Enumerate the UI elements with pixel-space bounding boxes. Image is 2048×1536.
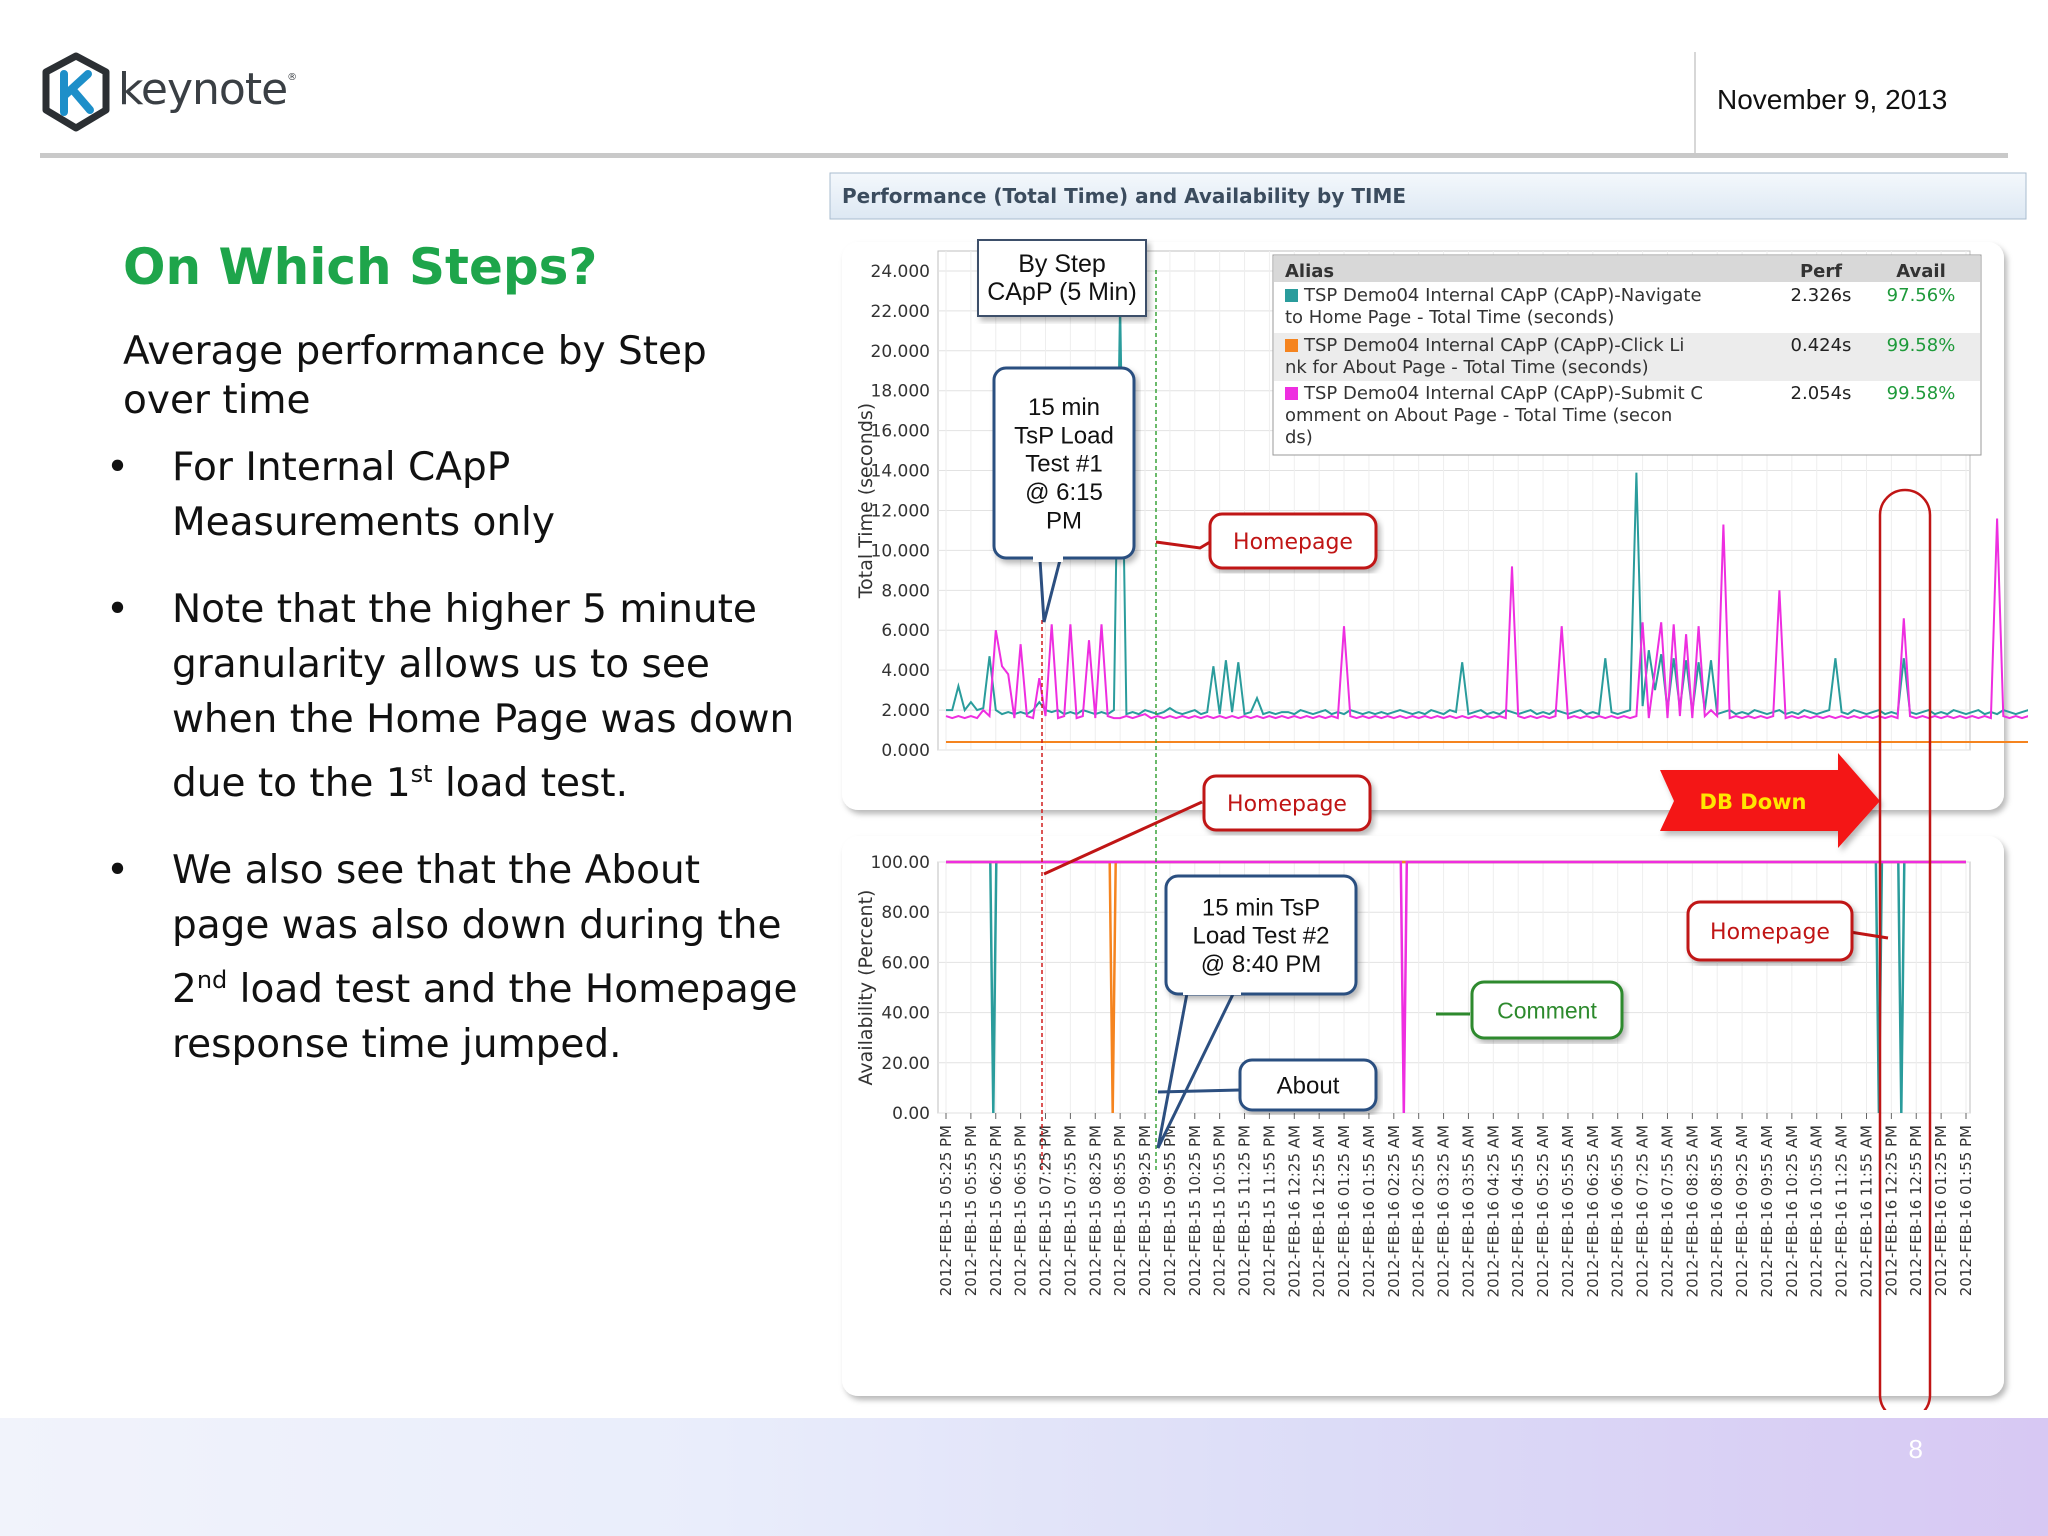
x-tick-label: 2012-FEB-15 08:25 PM bbox=[1086, 1125, 1105, 1297]
perf-y-tick-label: 6.000 bbox=[881, 621, 930, 642]
load-test-2-callout-text: @ 8:40 PM bbox=[1200, 950, 1322, 978]
legend-header-bg bbox=[1274, 256, 1980, 282]
x-tick-label: 2012-FEB-15 09:55 PM bbox=[1160, 1125, 1179, 1297]
load-test-1-callout bbox=[994, 368, 1134, 558]
load-test-2-callout-text: Load Test #2 bbox=[1192, 922, 1330, 950]
header-divider bbox=[1694, 52, 1696, 154]
x-tick-label: 2012-FEB-15 10:25 PM bbox=[1185, 1125, 1204, 1297]
x-tick-label: 2012-FEB-16 01:25 AM bbox=[1335, 1125, 1354, 1298]
x-tick-label: 2012-FEB-16 06:55 AM bbox=[1608, 1125, 1627, 1298]
x-tick-label: 2012-FEB-16 12:55 AM bbox=[1310, 1125, 1329, 1298]
x-tick-label: 2012-FEB-16 07:55 AM bbox=[1658, 1125, 1677, 1298]
x-tick-label: 2012-FEB-16 01:55 AM bbox=[1359, 1125, 1378, 1298]
avail-y-tick-label: 100.00 bbox=[870, 853, 930, 873]
load-test-1-callout-text: TsP Load bbox=[1014, 422, 1114, 450]
x-tick-label: 2012-FEB-16 11:25 AM bbox=[1832, 1125, 1851, 1298]
legend-header-alias: Alias bbox=[1285, 261, 1335, 282]
by-step-label bbox=[978, 240, 1146, 316]
x-tick-label: 2012-FEB-16 07:25 AM bbox=[1633, 1125, 1652, 1298]
legend-avail-value: 97.56% bbox=[1886, 285, 1956, 306]
homepage-mid-callout bbox=[1204, 776, 1370, 830]
perf-y-axis-label: Total Time (seconds) bbox=[855, 402, 877, 599]
legend-swatch bbox=[1285, 387, 1298, 400]
perf-y-tick-label: 16.000 bbox=[870, 421, 930, 442]
homepage-right-callout bbox=[1688, 902, 1852, 960]
x-tick-label: 2012-FEB-16 08:25 AM bbox=[1683, 1125, 1702, 1298]
slide-footer bbox=[0, 1418, 2048, 1536]
x-tick-label: 2012-FEB-15 05:55 PM bbox=[961, 1125, 980, 1297]
x-tick-label: 2012-FEB-15 07:55 PM bbox=[1061, 1125, 1080, 1297]
load-test-1-callout-text: Test #1 bbox=[1025, 450, 1103, 478]
legend-alias-text: TSP Demo04 Internal CApP (CApP)-Navigate bbox=[1304, 285, 1702, 306]
x-tick-label: 2012-FEB-15 07:25 PM bbox=[1036, 1125, 1055, 1297]
x-tick-label: 2012-FEB-16 05:55 AM bbox=[1558, 1125, 1577, 1298]
x-tick-label: 2012-FEB-16 01:55 PM bbox=[1957, 1125, 1975, 1297]
perf-y-tick-label: 12.000 bbox=[870, 501, 930, 522]
page-number: 8 bbox=[1908, 1434, 1923, 1464]
legend-box bbox=[1273, 255, 1981, 455]
x-tick-label: 2012-FEB-16 03:25 AM bbox=[1434, 1125, 1453, 1298]
x-tick-label: 2012-FEB-16 02:55 AM bbox=[1409, 1125, 1428, 1298]
bullet-item: • For Internal CApP Measurements only bbox=[106, 445, 555, 545]
avail-y-axis-label: Availability (Percent) bbox=[855, 889, 877, 1086]
legend-alias-text: ds) bbox=[1285, 427, 1313, 448]
homepage-mid-callout-text: Homepage bbox=[1227, 791, 1347, 817]
load-test-2-callout-text: 15 min TsP bbox=[1201, 894, 1321, 922]
perf-y-tick-label: 4.000 bbox=[881, 661, 930, 682]
performance-availability-chart bbox=[828, 170, 2028, 1410]
legend-alias-text: nk for About Page - Total Time (seconds) bbox=[1285, 357, 1649, 378]
slide-lead: Average performance by Step over time bbox=[123, 329, 707, 423]
comment-callout bbox=[1472, 982, 1622, 1038]
x-tick-label: 2012-FEB-16 06:25 AM bbox=[1583, 1125, 1602, 1298]
perf-y-tick-label: 20.000 bbox=[870, 341, 930, 362]
x-tick-label: 2012-FEB-15 06:55 PM bbox=[1011, 1125, 1030, 1297]
legend-alias-text: to Home Page - Total Time (seconds) bbox=[1285, 307, 1615, 328]
about-callout-text: About bbox=[1276, 1072, 1340, 1100]
load-test-2-callout bbox=[1166, 876, 1356, 994]
perf-y-tick-label: 8.000 bbox=[881, 581, 930, 602]
x-tick-label: 2012-FEB-16 05:25 AM bbox=[1534, 1125, 1553, 1298]
load-test-1-callout-text: 15 min bbox=[1027, 394, 1101, 421]
load-test-1-callout-text: PM bbox=[1046, 507, 1082, 535]
x-tick-label: 2012-FEB-15 10:55 PM bbox=[1210, 1125, 1229, 1297]
load-test-2-pointer-mask bbox=[1183, 985, 1241, 995]
db-down-label: DB Down bbox=[1699, 790, 1807, 814]
brand-logo bbox=[40, 52, 297, 132]
x-tick-label: 2012-FEB-16 04:25 AM bbox=[1484, 1125, 1503, 1298]
bullet-list bbox=[100, 440, 800, 1104]
load-test-1-callout-text: @ 6:15 bbox=[1025, 478, 1103, 506]
x-tick-label: 2012-FEB-16 11:55 AM bbox=[1857, 1125, 1876, 1298]
perf-y-tick-label: 10.000 bbox=[870, 541, 930, 562]
homepage-right-callout-text: Homepage bbox=[1710, 919, 1830, 945]
legend-alias-text: omment on About Page - Total Time (secon bbox=[1285, 405, 1673, 426]
chart-title: Performance (Total Time) and Availability by TIME bbox=[842, 184, 1407, 208]
legend-header-perf: Perf bbox=[1799, 261, 1843, 282]
by-step-text: By Step bbox=[1018, 250, 1106, 278]
bullet-item: • We also see that the About page was also down during the 2nd load test and the Homepage response time jumped. bbox=[106, 848, 798, 1067]
about-leader bbox=[1158, 1090, 1240, 1092]
legend-alias-text: TSP Demo04 Internal CApP (CApP)-Click Li bbox=[1304, 335, 1685, 356]
x-tick-label: 2012-FEB-16 09:55 AM bbox=[1757, 1125, 1776, 1298]
about-callout bbox=[1240, 1060, 1376, 1110]
brand-name: keynote® bbox=[118, 64, 297, 115]
perf-y-tick-label: 18.000 bbox=[870, 381, 930, 402]
bullet-item: • Note that the higher 5 minute granularity allows us to see when the Home Page was down due to the 1st load test. bbox=[106, 587, 795, 806]
keynote-logo-icon bbox=[40, 52, 112, 132]
avail-y-tick-label: 60.00 bbox=[881, 953, 930, 974]
legend-perf-value: 2.054s bbox=[1790, 383, 1852, 404]
x-tick-label: 2012-FEB-15 11:25 PM bbox=[1235, 1125, 1254, 1297]
legend-perf-value: 0.424s bbox=[1790, 335, 1852, 356]
x-tick-label: 2012-FEB-16 10:25 AM bbox=[1782, 1125, 1801, 1298]
homepage-top-callout bbox=[1210, 514, 1376, 568]
load-test-1-pointer-mask bbox=[1033, 554, 1063, 562]
header-rule bbox=[40, 153, 2008, 158]
comment-callout-text: Comment bbox=[1497, 997, 1597, 1024]
x-tick-label: 2012-FEB-16 01:25 PM bbox=[1932, 1125, 1951, 1297]
homepage-top-callout-text: Homepage bbox=[1233, 529, 1353, 555]
avail-y-tick-label: 40.00 bbox=[881, 1003, 930, 1024]
slide-title: On Which Steps? bbox=[123, 238, 598, 296]
x-tick-label: 2012-FEB-16 12:25 PM bbox=[1882, 1125, 1901, 1297]
x-tick-label: 2012-FEB-15 09:25 PM bbox=[1136, 1125, 1155, 1297]
legend-avail-value: 99.58% bbox=[1886, 383, 1956, 404]
slide-date: November 9, 2013 bbox=[1717, 84, 1948, 115]
legend-avail-value: 99.58% bbox=[1886, 335, 1956, 356]
perf-y-tick-label: 0.000 bbox=[881, 741, 930, 761]
legend-header-avail: Avail bbox=[1896, 261, 1946, 282]
avail-y-tick-label: 20.00 bbox=[881, 1053, 930, 1074]
perf-y-tick-label: 24.000 bbox=[870, 261, 930, 282]
x-tick-label: 2012-FEB-15 06:25 PM bbox=[986, 1125, 1005, 1297]
perf-y-tick-label: 14.000 bbox=[870, 461, 930, 482]
perf-y-tick-label: 2.000 bbox=[881, 701, 930, 722]
x-tick-label: 2012-FEB-16 08:55 AM bbox=[1708, 1125, 1727, 1298]
x-tick-label: 2012-FEB-16 04:55 AM bbox=[1509, 1125, 1528, 1298]
avail-y-tick-label: 80.00 bbox=[881, 903, 930, 924]
x-tick-label: 2012-FEB-15 05:25 PM bbox=[937, 1125, 955, 1297]
legend-perf-value: 2.326s bbox=[1790, 285, 1852, 306]
avail-y-tick-label: 0.00 bbox=[892, 1104, 930, 1124]
legend-swatch bbox=[1285, 339, 1298, 352]
x-tick-label: 2012-FEB-16 02:25 AM bbox=[1384, 1125, 1403, 1298]
legend-alias-text: TSP Demo04 Internal CApP (CApP)-Submit C bbox=[1304, 383, 1703, 404]
by-step-text: CApP (5 Min) bbox=[987, 278, 1137, 306]
x-tick-label: 2012-FEB-16 03:55 AM bbox=[1459, 1125, 1478, 1298]
x-tick-label: 2012-FEB-16 12:25 AM bbox=[1285, 1125, 1304, 1298]
x-tick-label: 2012-FEB-16 09:25 AM bbox=[1733, 1125, 1752, 1298]
x-tick-label: 2012-FEB-15 11:55 PM bbox=[1260, 1125, 1279, 1297]
x-tick-label: 2012-FEB-15 08:55 PM bbox=[1111, 1125, 1130, 1297]
perf-y-tick-label: 22.000 bbox=[870, 301, 930, 322]
legend-swatch bbox=[1285, 289, 1298, 302]
x-tick-label: 2012-FEB-16 12:55 PM bbox=[1907, 1125, 1926, 1297]
x-tick-label: 2012-FEB-16 10:55 AM bbox=[1807, 1125, 1826, 1298]
